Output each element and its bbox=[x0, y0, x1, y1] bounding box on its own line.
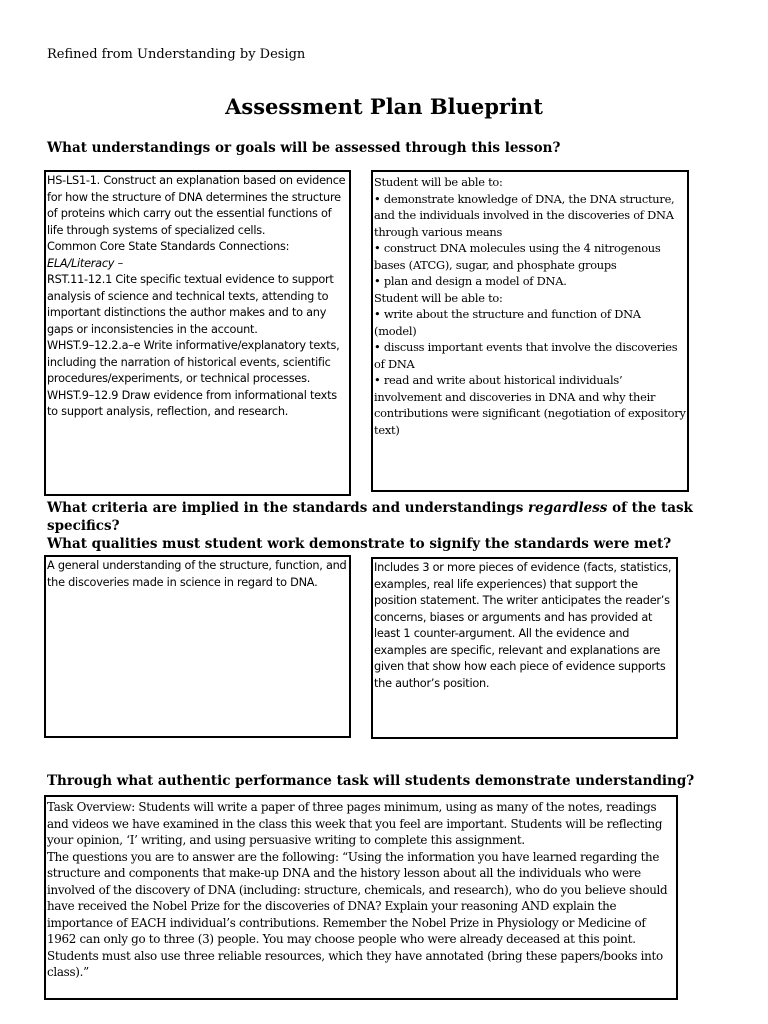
objectives-box bbox=[371, 170, 689, 492]
objective-item: • construct DNA molecules using the 4 nitrogenous bases (ATCG), sugar, and phosphate groups bbox=[374, 241, 661, 272]
page-title: Assessment Plan Blueprint bbox=[225, 94, 543, 119]
task-box bbox=[44, 795, 678, 1000]
question-criteria-emphasis: regardless bbox=[528, 500, 608, 516]
question-understandings: What understandings or goals will be assessed through this lesson? bbox=[47, 140, 561, 156]
question-qualities: What qualities must student work demonstrate to signify the standards were met? bbox=[47, 536, 672, 552]
question-performance-task: Through what authentic performance task will students demonstrate understanding? bbox=[47, 773, 695, 789]
ela-literacy-label: ELA/Literacy – bbox=[47, 256, 123, 270]
standards-box bbox=[44, 170, 351, 496]
objectives-heading: Student will be able to: bbox=[374, 175, 503, 189]
question-criteria bbox=[47, 499, 768, 553]
standard-rst-11-12-1: RST.11-12.1 Cite specific textual evidence to support analysis of science and technical texts, attending to important distinctions the author makes and to any gaps or inconsistencies in the account. bbox=[47, 273, 334, 336]
objective-item: • demonstrate knowledge of DNA, the DNA structure, and the individuals involved in the discoveries of DNA through various means bbox=[374, 191, 675, 239]
task-overview: Task Overview: Students will write a paper of three pages minimum, using as many of the notes, readings and videos we have examined in the class this week that you feel are important. Students will be reflecting your opinion, ‘I’ writing, and using persuasive writing to complete this assignment. bbox=[47, 800, 663, 847]
criteria-box bbox=[44, 555, 351, 738]
task-questions: The questions you are to answer are the following: “Using the information you have learned regarding the structure and components that make-up DNA and the history lesson about all the individuals who were involved of the discovery of DNA (including: structure, chemicals, and research), who do you believe should have received the Nobel Prize for the discoveries of DNA? Explain your reasoning AND explain the importance of EACH individual’s contributions. Remember the Nobel Prize in Physiology or Medicine of 1962 can only go to three (3) people. You may choose people who were already deceased at this point. Students must also use three reliable resources, which they have annotated (bring these papers/books into class).” bbox=[47, 849, 668, 979]
objective-item: • plan and design a model of DNA. bbox=[374, 274, 567, 288]
ccss-connections-heading: Common Core State Standards Connections: bbox=[47, 240, 290, 253]
objectives-heading: Student will be able to: bbox=[374, 290, 503, 305]
qualities-box bbox=[371, 557, 678, 739]
question-criteria-part3: of the task specifics? bbox=[47, 500, 693, 534]
criteria-text: A general understanding of the structure, function, and the discoveries made in science in regard to DNA. bbox=[47, 559, 347, 589]
objective-item: • write about the structure and function of DNA (model) bbox=[374, 307, 641, 338]
standard-whst-9-12-2: WHST.9–12.2.a–e Write informative/explanatory texts, including the narration of historical events, scientific procedures/experiments, or technical processes. bbox=[47, 339, 340, 385]
question-criteria-part1: What criteria are implied in the standards and understandings bbox=[47, 500, 529, 516]
standard-whst-9-12-9: WHST.9–12.9 Draw evidence from informational texts to support analysis, reflection, and research. bbox=[47, 388, 337, 418]
standard-hs-ls1-1: HS-LS1-1. Construct an explanation based on evidence for how the structure of DNA determines the structure of proteins which carry out the essential functions of life through systems of specialized cells. bbox=[47, 174, 346, 237]
qualities-text: Includes 3 or more pieces of evidence (facts, statistics, examples, real life experiences) that support the position statement. The writer anticipates the reader’s concerns, biases or arguments and has provided at least 1 counter-argument. All the evidence and examples are specific, relevant and explanations are given that show how each piece of evidence supports the author’s position. bbox=[374, 561, 672, 690]
objective-item: • read and write about historical individuals’ involvement and discoveries in DNA and why their contributions were significant (negotiation of expository text) bbox=[374, 373, 686, 437]
header-note: Refined from Understanding by Design bbox=[47, 47, 306, 62]
objective-item: • discuss important events that involve the discoveries of DNA bbox=[374, 340, 678, 371]
